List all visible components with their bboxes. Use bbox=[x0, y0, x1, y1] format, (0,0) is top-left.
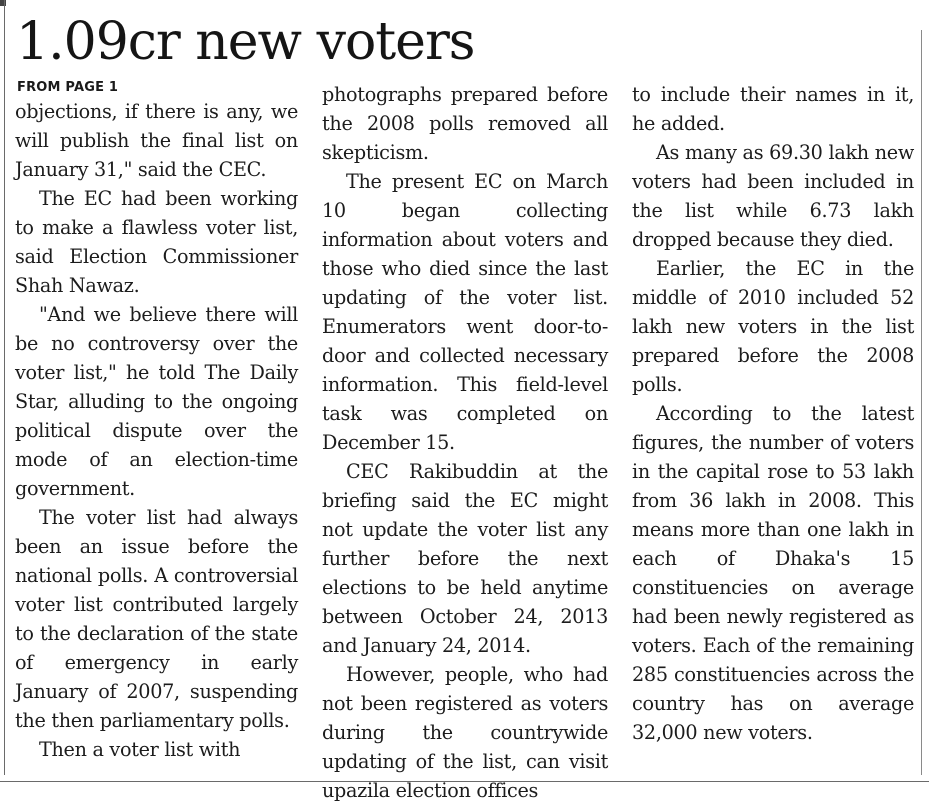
article-paragraph: According to the latest figures, the number of voters in the capital rose to 53 lakh from 36 lakh in 2008. This means more than one lakh in each of Dhaka's 15 constituencies on average had been newly registered as voters. Each of the remaining 285 constituencies across the country has on average 32,000 new voters. bbox=[632, 402, 914, 744]
article-paragraph: The present EC on March 10 began collecting information about voters and those who died since the last updating of the voter list. Enumerators went door-to-door and collected necessary information. This field-level task was completed on December 15. bbox=[322, 170, 608, 454]
article-paragraph: As many as 69.30 lakh new voters had been included in the list while 6.73 lakh dropped because they died. bbox=[632, 141, 914, 251]
article-column-3 bbox=[632, 80, 914, 747]
article-paragraph: objections, if there is any, we will publish the final list on January 31," said the CEC. bbox=[15, 100, 298, 181]
article-column-1 bbox=[15, 97, 298, 764]
article-paragraph: Earlier, the EC in the middle of 2010 included 52 lakh new voters in the list prepared before the 2008 polls. bbox=[632, 257, 914, 396]
article-paragraph: "And we believe there will be no controversy over the voter list," he told The Daily Star, alluding to the ongoing political dispute over the mode of an election-time government. bbox=[15, 303, 298, 500]
headline: 1.09cr new voters bbox=[16, 12, 475, 72]
kicker-from-page-1: FROM PAGE 1 bbox=[17, 80, 119, 95]
left-column-rule bbox=[4, 0, 5, 775]
article-paragraph: CEC Rakibuddin at the briefing said the EC might not update the voter list any further before the next elections to be held anytime between October 24, 2013 and January 24, 2014. bbox=[322, 460, 608, 657]
article-paragraph: The voter list had always been an issue before the national polls. A controversial voter list contributed largely to the declaration of the state of emergency in early January of 2007, suspending the then parliamentary polls. bbox=[15, 506, 298, 732]
top-corner-mark bbox=[0, 0, 6, 6]
article-paragraph: The EC had been working to make a flawless voter list, said Election Commissioner Shah Nawaz. bbox=[15, 187, 298, 297]
article-column-2 bbox=[322, 80, 608, 805]
article-paragraph: However, people, who had not been registered as voters during the countrywide updating of the list, can visit upazila election offices bbox=[322, 663, 608, 802]
article-paragraph: Then a voter list with bbox=[39, 738, 241, 761]
right-column-rule bbox=[921, 30, 922, 775]
article-paragraph: photographs prepared before the 2008 polls removed all skepticism. bbox=[322, 83, 608, 164]
article-paragraph: to include their names in it, he added. bbox=[632, 83, 914, 135]
